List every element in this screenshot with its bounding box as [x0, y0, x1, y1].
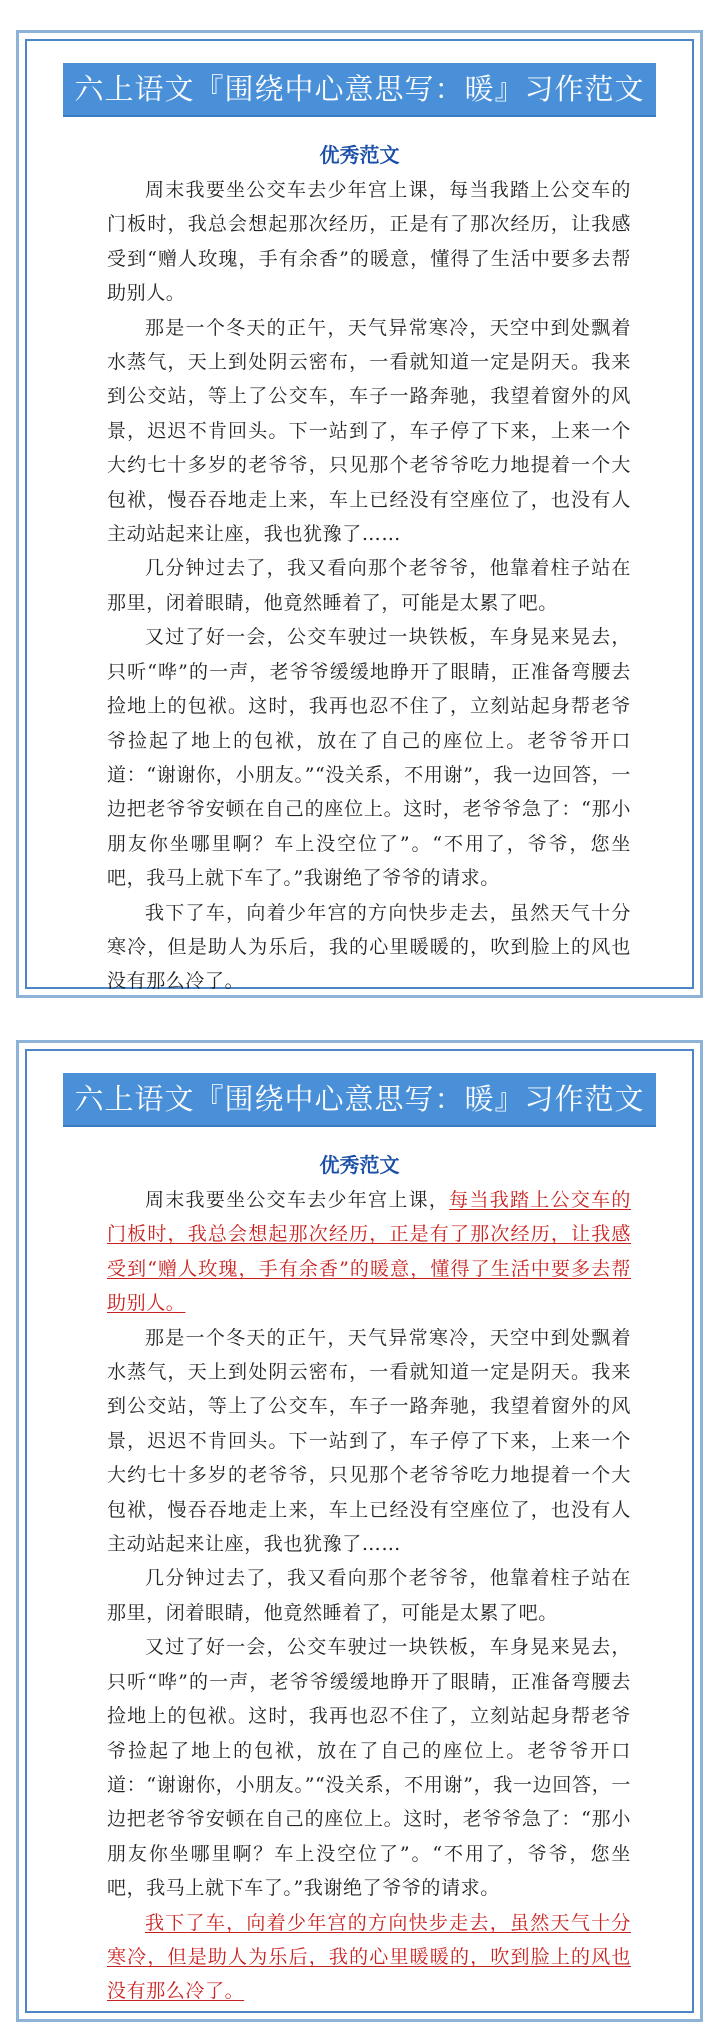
paragraph-1-start: 周末我要坐公交车去少年宫上课， [145, 1189, 450, 1211]
highlighted-closing-sentence: 我下了车，向着少年宫的方向快步走去，虽然天气十分寒冷，但是助人为乐后，我的心里暖暖的，吹到脸上的风也没有那么冷了。 [107, 1911, 631, 2003]
essay-body [107, 173, 631, 999]
essay-paragraph-4: 又过了好一会，公交车驶过一块铁板，车身晃来晃去，只听“哗”的一声，老爷爷缓缓地睁开了眼睛，正准备弯腰去捡地上的包袱。这时，我再也忍不住了，立刻站起身帮老爷爷捡起了地上的包袱，放在了自己的座位上。老爷爷开口道：“谢谢你，小朋友。”“没关系，不用谢”，我一边回答，一边把老爷爷安顿在自己的座位上。这时，老爷爷急了：“那小朋友你坐哪里啊？车上没空位了”。“不用了，爷爷，您坐吧，我马上就下车了。”我谢绝了爷爷的请求。 [107, 626, 631, 890]
essay-subtitle: 优秀范文 [319, 143, 400, 167]
paragraph-1-rest: 每当我踏上公交车的门板时，我总会想起那次经历，正是有了那次经历，让我感受到“赠人玫瑰，手有余香”的暖意，懂得了生活中要多去帮助别人。 [107, 179, 631, 305]
title-banner: 六上语文『围绕中心意思写：暖』习作范文 [63, 63, 656, 115]
essay-paragraph-3: 几分钟过去了，我又看向那个老爷爷，他靠着柱子站在那里，闭着眼睛，他竟然睡着了，可能是太累了吧。 [107, 557, 631, 614]
paragraph-1-start: 周末我要坐公交车去少年宫上课， [145, 179, 450, 201]
essay-card-plain [16, 30, 703, 998]
essay-paragraph-1 [107, 173, 631, 311]
essay-paragraph-2: 那是一个冬天的正午，天气异常寒冷，天空中到处飘着水蒸气，天上到处阴云密布，一看就知道一定是阴天。我来到公交站，等上了公交车，车子一路奔驰，我望着窗外的风景，迟迟不肯回头。下一站到了，车子停了下来，上来一个大约七十多岁的老爷爷，只见那个老爷爷吃力地提着一个大包袱，慢吞吞地走上来，车上已经没有空座位了，也没有人主动站起来让座，我也犹豫了…… [107, 316, 631, 546]
essay-paragraph-2: 那是一个冬天的正午，天气异常寒冷，天空中到处飘着水蒸气，天上到处阴云密布，一看就知道一定是阴天。我来到公交站，等上了公交车，车子一路奔驰，我望着窗外的风景，迟迟不肯回头。下一站到了，车子停了下来，上来一个大约七十多岁的老爷爷，只见那个老爷爷吃力地提着一个大包袱，慢吞吞地走上来，车上已经没有空座位了，也没有人主动站起来让座，我也犹豫了…… [107, 1326, 631, 1556]
essay-paragraph-5: 我下了车，向着少年宫的方向快步走去，虽然天气十分寒冷，但是助人为乐后，我的心里暖暖的，吹到脸上的风也没有那么冷了。 [107, 901, 631, 993]
highlighted-opening-sentence: 每当我踏上公交车的门板时，我总会想起那次经历，正是有了那次经历，让我感受到“赠人玫瑰，手有余香”的暖意，懂得了生活中要多去帮助别人。 [107, 1189, 631, 1315]
essay-paragraph-5 [107, 1906, 631, 2009]
title-banner: 六上语文『围绕中心意思写：暖』习作范文 [63, 1073, 656, 1125]
essay-paragraph-1 [107, 1183, 631, 1321]
essay-subtitle: 优秀范文 [319, 1153, 400, 1177]
essay-card-annotated [16, 1040, 703, 2022]
essay-body [107, 1183, 631, 2009]
essay-paragraph-4: 又过了好一会，公交车驶过一块铁板，车身晃来晃去，只听“哗”的一声，老爷爷缓缓地睁开了眼睛，正准备弯腰去捡地上的包袱。这时，我再也忍不住了，立刻站起身帮老爷爷捡起了地上的包袱，放在了自己的座位上。老爷爷开口道：“谢谢你，小朋友。”“没关系，不用谢”，我一边回答，一边把老爷爷安顿在自己的座位上。这时，老爷爷急了：“那小朋友你坐哪里啊？车上没空位了”。“不用了，爷爷，您坐吧，我马上就下车了。”我谢绝了爷爷的请求。 [107, 1636, 631, 1900]
essay-paragraph-3: 几分钟过去了，我又看向那个老爷爷，他靠着柱子站在那里，闭着眼睛，他竟然睡着了，可能是太累了吧。 [107, 1567, 631, 1624]
